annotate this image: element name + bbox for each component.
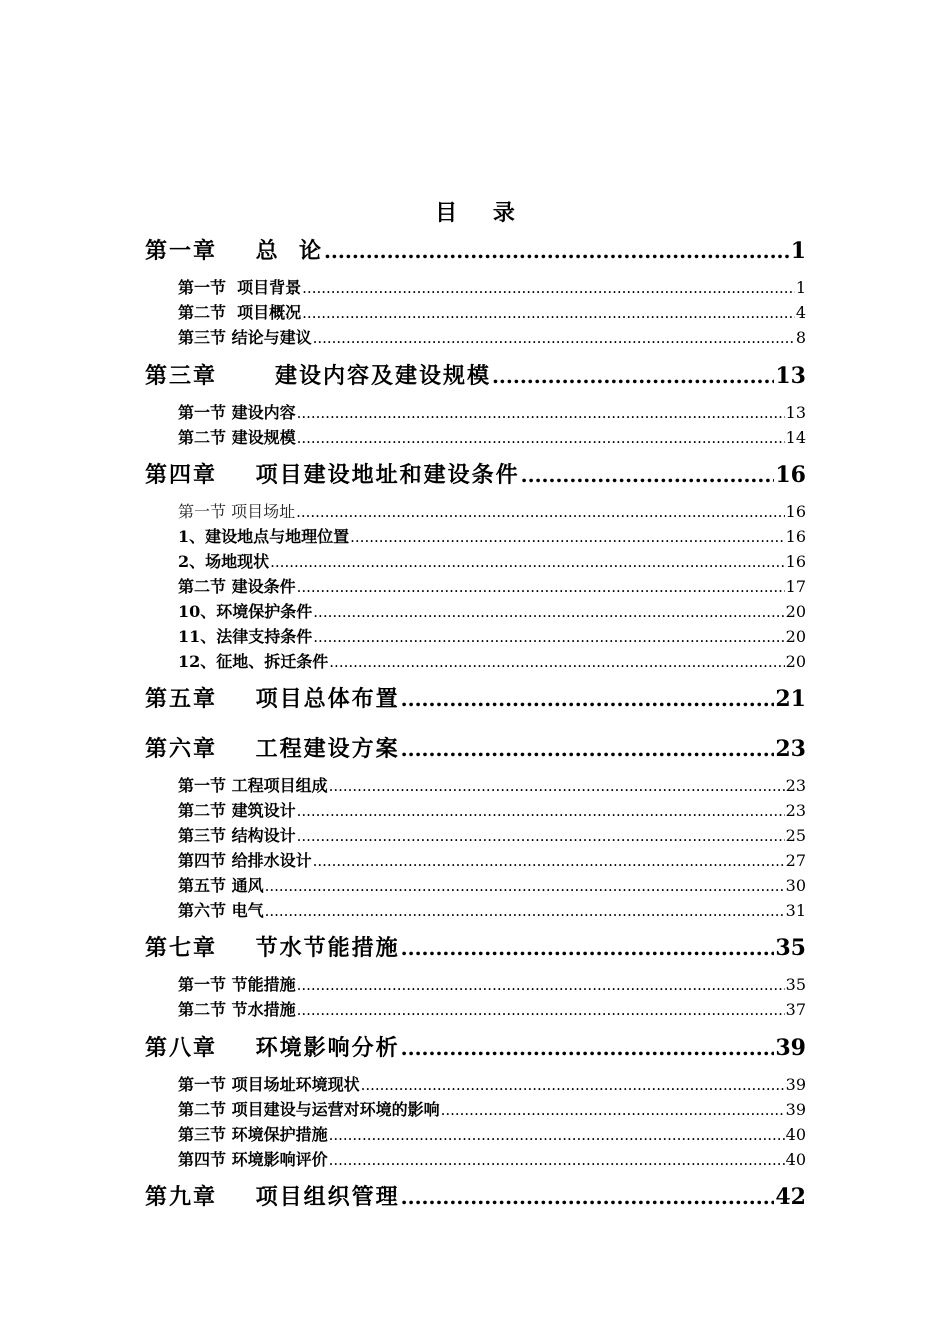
leader-dots (296, 503, 785, 521)
toc-page-number: 25 (785, 826, 806, 845)
toc-page-number: 8 (795, 328, 806, 347)
leader-dots (329, 653, 784, 671)
toc-label: 第一节 项目背景 (178, 278, 302, 297)
toc-page-number: 14 (785, 428, 806, 447)
toc-section[interactable] (0, 574, 950, 597)
toc-chapter-8[interactable] (0, 1031, 950, 1062)
leader-dots (329, 1151, 785, 1169)
leader-dots (265, 902, 785, 920)
toc-page-number: 1 (795, 278, 806, 297)
toc-section[interactable] (0, 425, 950, 448)
toc-page-number: 17 (785, 577, 806, 596)
toc-label: 第九章 项目组织管理 (145, 1184, 400, 1210)
leader-dots (302, 279, 795, 297)
toc-section[interactable] (0, 599, 950, 622)
toc-section[interactable] (0, 848, 950, 871)
toc-section[interactable] (0, 1147, 950, 1170)
toc-label: 第二节 项目概况 (178, 303, 302, 322)
toc-label: 第二节 建设条件 (178, 577, 296, 596)
toc-page-number: 1 (790, 238, 806, 264)
toc-chapter-1[interactable] (0, 234, 950, 265)
toc-section[interactable] (0, 873, 950, 896)
leader-dots (350, 528, 785, 546)
leader-dots (313, 603, 784, 621)
toc-section[interactable] (0, 649, 950, 672)
toc-label: 第三节 环境保护措施 (178, 1125, 328, 1144)
leader-dots (297, 1001, 785, 1019)
leader-dots (492, 364, 774, 388)
toc-page-number: 20 (785, 602, 806, 621)
toc-label: 2、场地现状 (178, 552, 270, 571)
leader-dots (329, 777, 785, 795)
toc-page-number: 23 (785, 776, 806, 795)
toc-section[interactable] (0, 624, 950, 647)
toc-chapter-7[interactable] (0, 931, 950, 962)
toc-label: 第六章 工程建设方案 (145, 736, 400, 762)
toc-section[interactable] (0, 997, 950, 1020)
leader-dots (401, 936, 775, 960)
toc-page-number: 13 (785, 403, 806, 422)
toc-page-number: 27 (785, 851, 806, 870)
leader-dots (270, 553, 785, 571)
toc-page-number: 16 (785, 552, 806, 571)
toc-label: 1、建设地点与地理位置 (178, 527, 350, 546)
toc-label: 第二节 节水措施 (178, 1000, 296, 1019)
toc-page-number: 30 (785, 876, 806, 895)
toc-label: 第四节 环境影响评价 (178, 1150, 328, 1169)
toc-section[interactable] (0, 524, 950, 547)
leader-dots (265, 877, 785, 895)
toc-chapter-4[interactable] (0, 458, 950, 489)
toc-label: 第六节 电气 (178, 901, 264, 920)
toc-page-number: 39 (785, 1100, 806, 1119)
leader-dots (329, 1126, 785, 1144)
toc-page-number: 23 (785, 801, 806, 820)
toc-label: 第一节 项目场址 (178, 502, 296, 521)
toc-page-number: 16 (775, 462, 806, 488)
toc-label: 第四章 项目建设地址和建设条件 (145, 462, 520, 488)
toc-section[interactable] (0, 798, 950, 821)
toc-page-number: 39 (775, 1035, 806, 1061)
toc-page-number: 40 (785, 1150, 806, 1169)
toc-page-number: 4 (795, 303, 806, 322)
toc-section[interactable] (0, 549, 950, 572)
toc-page-number: 42 (775, 1184, 806, 1210)
toc-section[interactable] (0, 898, 950, 921)
toc-page-number: 35 (785, 975, 806, 994)
toc-page-number: 35 (775, 935, 806, 961)
toc-label: 第八章 环境影响分析 (145, 1035, 400, 1061)
leader-dots (361, 1076, 785, 1094)
leader-dots (297, 827, 785, 845)
toc-label: 11、法律支持条件 (178, 627, 313, 646)
toc-label: 第三节 结论与建议 (178, 328, 312, 347)
leader-dots (401, 687, 775, 711)
toc-label: 第五节 通风 (178, 876, 264, 895)
toc-page-number: 37 (785, 1000, 806, 1019)
toc-page-number: 20 (785, 627, 806, 646)
leader-dots (302, 304, 795, 322)
leader-dots (297, 429, 785, 447)
toc-section[interactable] (0, 823, 950, 846)
toc-title: 目 录 (435, 200, 529, 226)
toc-chapter-3[interactable] (0, 359, 950, 390)
toc-label: 第一节 工程项目组成 (178, 776, 328, 795)
leader-dots (297, 404, 785, 422)
toc-page-number: 39 (785, 1075, 806, 1094)
toc-section[interactable] (0, 300, 950, 323)
toc-label: 第三章 建设内容及建设规模 (145, 363, 491, 389)
toc-section[interactable] (0, 400, 950, 423)
toc-section[interactable] (0, 773, 950, 796)
leader-dots (313, 628, 784, 646)
toc-label: 第一章 总 论 (145, 238, 323, 264)
toc-section[interactable] (0, 325, 950, 348)
toc-page-number: 21 (775, 686, 806, 712)
toc-page-number: 23 (775, 736, 806, 762)
leader-dots (441, 1101, 785, 1119)
toc-label: 第七章 节水节能措施 (145, 935, 400, 961)
toc-label: 第五章 项目总体布置 (145, 686, 400, 712)
toc-section[interactable] (0, 275, 950, 298)
toc-section[interactable] (0, 1097, 950, 1120)
toc-label: 第二节 建筑设计 (178, 801, 296, 820)
toc-chapter-6[interactable] (0, 732, 950, 763)
toc-page-number: 16 (785, 502, 806, 521)
leader-dots (324, 239, 790, 263)
toc-chapter-5[interactable] (0, 682, 950, 713)
toc-page-number: 13 (775, 363, 806, 389)
toc-label: 第一节 建设内容 (178, 403, 296, 422)
toc-label: 第三节 结构设计 (178, 826, 296, 845)
toc-page-number: 16 (785, 527, 806, 546)
toc-label: 12、征地、拆迁条件 (178, 652, 329, 671)
leader-dots (401, 737, 775, 761)
toc-page-number: 40 (785, 1125, 806, 1144)
toc-section[interactable] (0, 499, 950, 522)
leader-dots (313, 329, 795, 347)
toc-page-number: 31 (785, 901, 806, 920)
toc-label: 10、环境保护条件 (178, 602, 313, 621)
leader-dots (313, 852, 785, 870)
toc-label: 第一节 节能措施 (178, 975, 296, 994)
toc-chapter-9[interactable] (0, 1180, 950, 1211)
leader-dots (401, 1185, 775, 1209)
toc-section[interactable] (0, 972, 950, 995)
toc-label: 第二节 建设规模 (178, 428, 296, 447)
leader-dots (297, 976, 785, 994)
toc-label: 第四节 给排水设计 (178, 851, 312, 870)
leader-dots (297, 802, 785, 820)
toc-section[interactable] (0, 1072, 950, 1095)
leader-dots (401, 1036, 775, 1060)
toc-label: 第一节 项目场址环境现状 (178, 1075, 360, 1094)
leader-dots (521, 463, 775, 487)
leader-dots (297, 578, 785, 596)
toc-page-number: 20 (785, 652, 806, 671)
toc-label: 第二节 项目建设与运营对环境的影响 (178, 1100, 440, 1119)
toc-section[interactable] (0, 1122, 950, 1145)
